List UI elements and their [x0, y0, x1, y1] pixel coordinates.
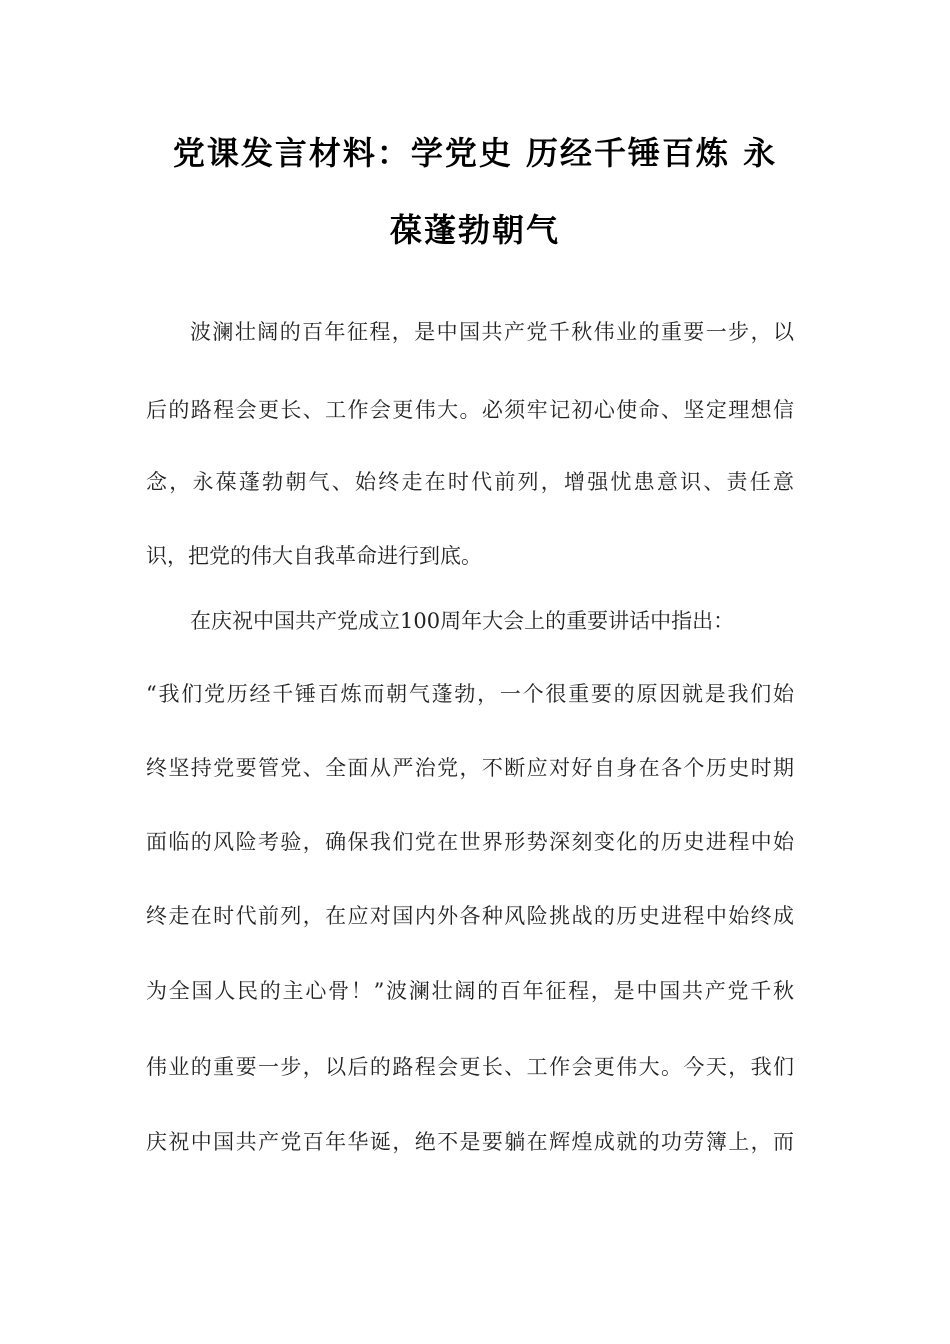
- paragraph-line: 为全国人民的主心骨！”波澜壮阔的百年征程，是中国共产党千秋: [146, 979, 794, 1003]
- paragraph-line: 终坚持党要管党、全面从严治党，不断应对好自身在各个历史时期: [146, 756, 794, 780]
- paragraph-line: 念，永葆蓬勃朝气、始终走在时代前列，增强忧患意识、责任意: [146, 470, 794, 494]
- document-title-line-1: 党课发言材料：学党史 历经千锤百炼 永: [172, 134, 778, 172]
- paragraph-line: 后的路程会更长、工作会更伟大。必须牢记初心使命、坚定理想信: [146, 398, 794, 422]
- paragraph-line: 终走在时代前列，在应对国内外各种风险挑战的历史进程中始终成: [146, 904, 794, 928]
- paragraph-line: 在庆祝中国共产党成立100周年大会上的重要讲话中指出：: [190, 609, 735, 633]
- paragraph-line: 面临的风险考验，确保我们党在世界形势深刻变化的历史进程中始: [146, 830, 794, 854]
- paragraph-line: 识，把党的伟大自我革命进行到底。: [146, 544, 482, 568]
- document-title-line-2: 葆蓬勃朝气: [389, 211, 560, 249]
- paragraph-line: 波澜壮阔的百年征程，是中国共产党千秋伟业的重要一步，以: [190, 320, 794, 344]
- paragraph-line: “我们党历经千锤百炼而朝气蓬勃，一个很重要的原因就是我们始: [146, 682, 794, 706]
- paragraph-line: 伟业的重要一步，以后的路程会更长、工作会更伟大。今天，我们: [146, 1055, 794, 1079]
- paragraph-line: 庆祝中国共产党百年华诞，绝不是要躺在辉煌成就的功劳簿上，而: [146, 1130, 794, 1154]
